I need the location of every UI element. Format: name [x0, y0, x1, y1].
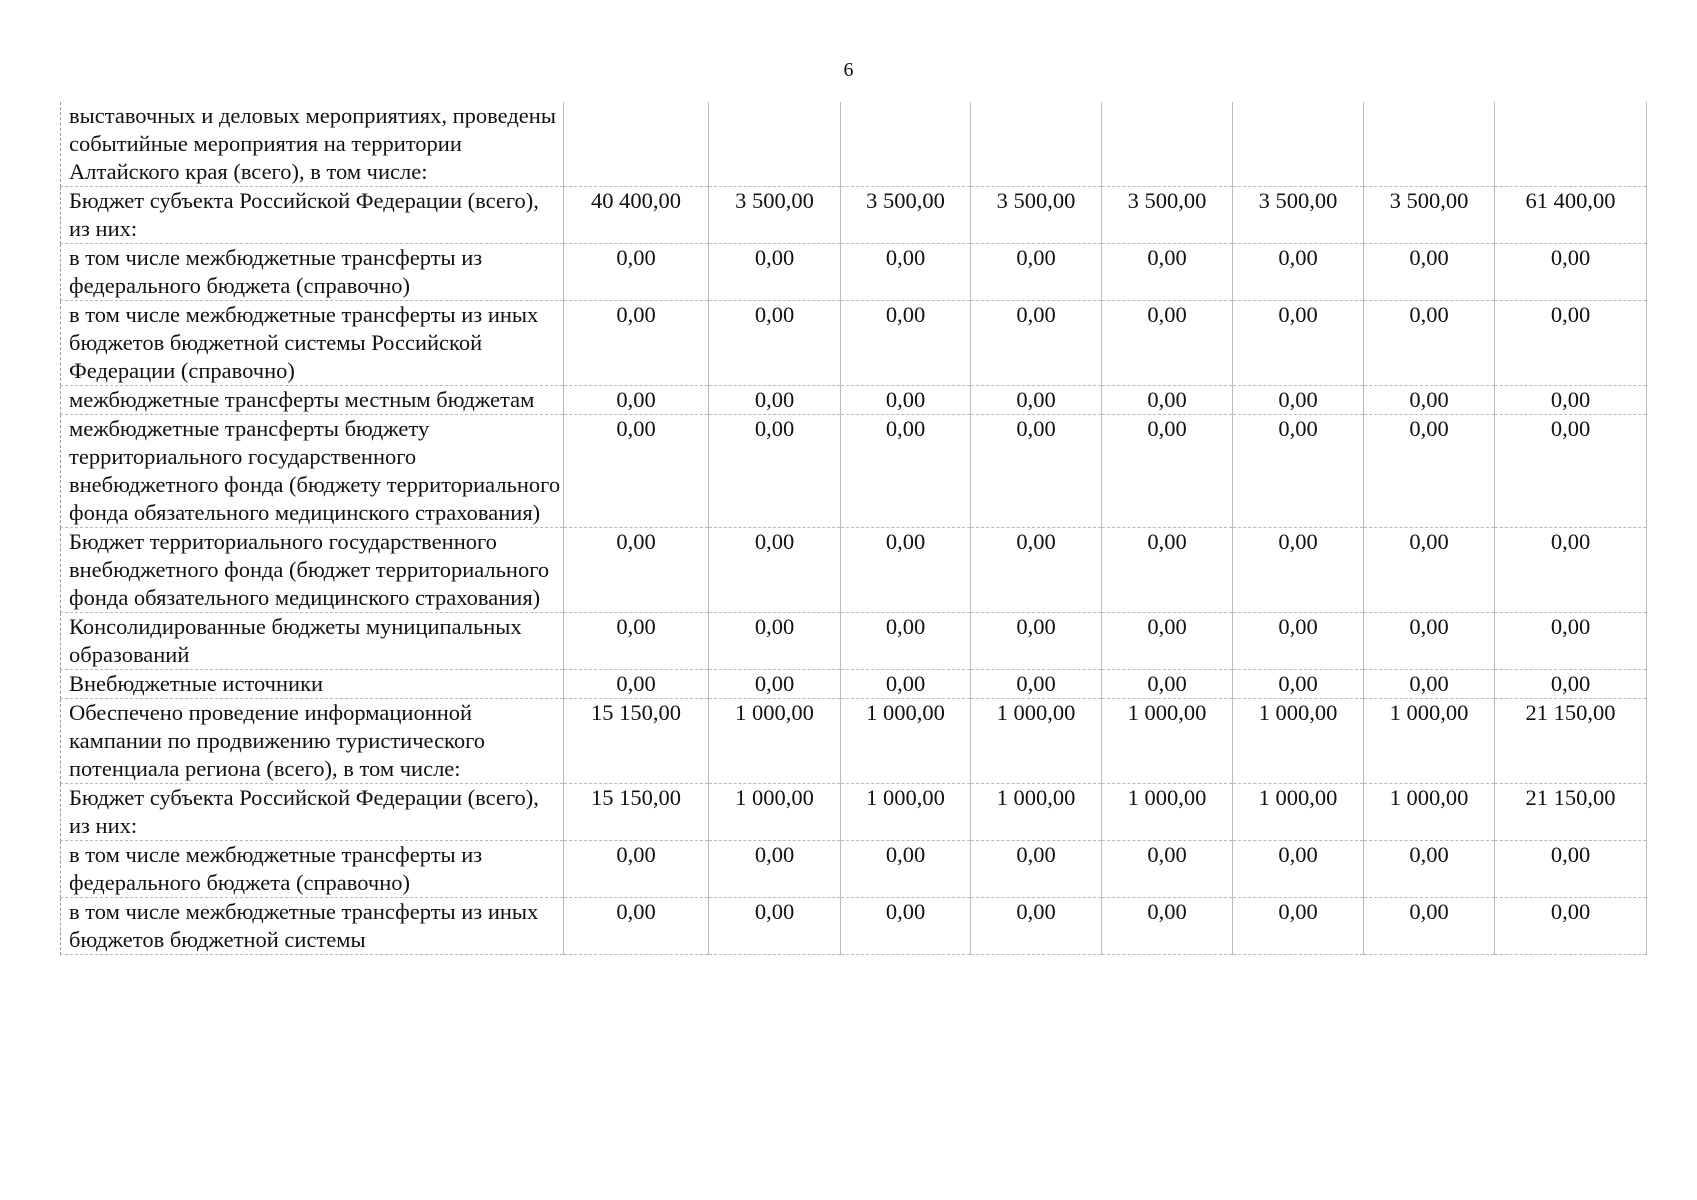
- value-cell: 0,00: [971, 898, 1102, 955]
- value-cell: 0,00: [971, 415, 1102, 528]
- value-cell: 0,00: [1364, 415, 1495, 528]
- value-cell: [1102, 102, 1233, 187]
- row-label: Внебюджетные источники: [61, 670, 564, 699]
- value-cell: 0,00: [564, 301, 709, 386]
- total-cell: 0,00: [1495, 244, 1647, 301]
- value-cell: 0,00: [841, 613, 971, 670]
- total-cell: 0,00: [1495, 670, 1647, 699]
- table-row: [61, 386, 1647, 415]
- value-cell: 0,00: [1233, 301, 1364, 386]
- table-row: [61, 898, 1647, 955]
- value-cell: 0,00: [971, 301, 1102, 386]
- value-cell: 0,00: [564, 415, 709, 528]
- total-cell: 0,00: [1495, 528, 1647, 613]
- value-cell: 0,00: [971, 670, 1102, 699]
- value-cell: 0,00: [1102, 301, 1233, 386]
- total-cell: 21 150,00: [1495, 699, 1647, 784]
- table-row: [61, 415, 1647, 528]
- value-cell: 0,00: [564, 670, 709, 699]
- row-label: выставочных и деловых мероприятиях, проведены событийные мероприятия на территории Алтайского края (всего), в том числе:: [61, 102, 564, 187]
- value-cell: 0,00: [841, 244, 971, 301]
- value-cell: 0,00: [1233, 613, 1364, 670]
- row-label: Консолидированные бюджеты муниципальных образований: [61, 613, 564, 670]
- value-cell: 0,00: [1233, 415, 1364, 528]
- value-cell: 3 500,00: [971, 187, 1102, 244]
- value-cell: 0,00: [971, 528, 1102, 613]
- table-row: [61, 244, 1647, 301]
- value-cell: 0,00: [1102, 244, 1233, 301]
- row-label: Бюджет субъекта Российской Федерации (всего), из них:: [61, 784, 564, 841]
- value-cell: 0,00: [709, 898, 841, 955]
- total-cell: 21 150,00: [1495, 784, 1647, 841]
- value-cell: 0,00: [564, 841, 709, 898]
- value-cell: 1 000,00: [1102, 699, 1233, 784]
- value-cell: 0,00: [841, 415, 971, 528]
- value-cell: 3 500,00: [1233, 187, 1364, 244]
- table-row: [61, 784, 1647, 841]
- value-cell: 0,00: [841, 670, 971, 699]
- value-cell: 0,00: [971, 841, 1102, 898]
- value-cell: 0,00: [709, 244, 841, 301]
- value-cell: 0,00: [1102, 613, 1233, 670]
- value-cell: 0,00: [709, 528, 841, 613]
- row-label: в том числе межбюджетные трансферты из иных бюджетов бюджетной системы: [61, 898, 564, 955]
- total-cell: 0,00: [1495, 415, 1647, 528]
- value-cell: 0,00: [1233, 898, 1364, 955]
- total-cell: 0,00: [1495, 301, 1647, 386]
- total-cell: 0,00: [1495, 898, 1647, 955]
- row-label: Обеспечено проведение информационной кампании по продвижению туристического потенциала региона (всего), в том числе:: [61, 699, 564, 784]
- table-row: [61, 187, 1647, 244]
- value-cell: 0,00: [564, 898, 709, 955]
- value-cell: 0,00: [971, 244, 1102, 301]
- value-cell: 1 000,00: [1364, 784, 1495, 841]
- value-cell: 1 000,00: [1233, 784, 1364, 841]
- row-label: в том числе межбюджетные трансферты из федерального бюджета (справочно): [61, 244, 564, 301]
- value-cell: 0,00: [1364, 301, 1495, 386]
- value-cell: [841, 102, 971, 187]
- value-cell: 0,00: [1102, 898, 1233, 955]
- row-label: межбюджетные трансферты бюджету территориального государственного внебюджетного фонда (бюджету территориального фонда обязательного медицинского страхования): [61, 415, 564, 528]
- value-cell: 0,00: [971, 613, 1102, 670]
- value-cell: 1 000,00: [971, 699, 1102, 784]
- value-cell: 0,00: [564, 386, 709, 415]
- value-cell: 0,00: [1102, 528, 1233, 613]
- value-cell: 0,00: [564, 528, 709, 613]
- value-cell: 15 150,00: [564, 699, 709, 784]
- table-row: [61, 102, 1647, 187]
- value-cell: 0,00: [841, 528, 971, 613]
- value-cell: 0,00: [971, 386, 1102, 415]
- value-cell: 1 000,00: [709, 784, 841, 841]
- table-row: [61, 613, 1647, 670]
- row-label: межбюджетные трансферты местным бюджетам: [61, 386, 564, 415]
- value-cell: 1 000,00: [841, 699, 971, 784]
- total-cell: 0,00: [1495, 613, 1647, 670]
- row-label: Бюджет территориального государственного внебюджетного фонда (бюджет территориального фонда обязательного медицинского страхования): [61, 528, 564, 613]
- row-label: Бюджет субъекта Российской Федерации (всего), из них:: [61, 187, 564, 244]
- value-cell: 0,00: [1364, 244, 1495, 301]
- value-cell: 3 500,00: [1364, 187, 1495, 244]
- value-cell: [1364, 102, 1495, 187]
- value-cell: 0,00: [564, 244, 709, 301]
- value-cell: 0,00: [709, 301, 841, 386]
- value-cell: 3 500,00: [1102, 187, 1233, 244]
- value-cell: 3 500,00: [709, 187, 841, 244]
- value-cell: 0,00: [1233, 841, 1364, 898]
- value-cell: 0,00: [841, 301, 971, 386]
- table-row: [61, 699, 1647, 784]
- value-cell: [709, 102, 841, 187]
- value-cell: 0,00: [1364, 528, 1495, 613]
- budget-table: [60, 102, 1647, 955]
- value-cell: 15 150,00: [564, 784, 709, 841]
- value-cell: 0,00: [709, 670, 841, 699]
- total-cell: 61 400,00: [1495, 187, 1647, 244]
- value-cell: 1 000,00: [709, 699, 841, 784]
- value-cell: 0,00: [1364, 613, 1495, 670]
- value-cell: 0,00: [841, 898, 971, 955]
- value-cell: 0,00: [1102, 415, 1233, 528]
- value-cell: 0,00: [1102, 841, 1233, 898]
- value-cell: 0,00: [709, 613, 841, 670]
- value-cell: 0,00: [709, 415, 841, 528]
- value-cell: [564, 102, 709, 187]
- value-cell: 0,00: [1364, 670, 1495, 699]
- value-cell: 0,00: [1233, 528, 1364, 613]
- total-cell: 0,00: [1495, 386, 1647, 415]
- row-label: в том числе межбюджетные трансферты из федерального бюджета (справочно): [61, 841, 564, 898]
- value-cell: 1 000,00: [971, 784, 1102, 841]
- value-cell: 0,00: [1233, 244, 1364, 301]
- page-number: 6: [843, 59, 854, 81]
- value-cell: 0,00: [841, 386, 971, 415]
- value-cell: 0,00: [1364, 386, 1495, 415]
- value-cell: 0,00: [1233, 386, 1364, 415]
- total-cell: 0,00: [1495, 841, 1647, 898]
- value-cell: 0,00: [1364, 841, 1495, 898]
- table-row: [61, 301, 1647, 386]
- row-label: в том числе межбюджетные трансферты из иных бюджетов бюджетной системы Российской Федерации (справочно): [61, 301, 564, 386]
- value-cell: 1 000,00: [841, 784, 971, 841]
- value-cell: 0,00: [1364, 898, 1495, 955]
- total-cell: [1495, 102, 1647, 187]
- value-cell: [971, 102, 1102, 187]
- value-cell: [1233, 102, 1364, 187]
- value-cell: 40 400,00: [564, 187, 709, 244]
- value-cell: 0,00: [1102, 386, 1233, 415]
- table-row: [61, 528, 1647, 613]
- value-cell: 0,00: [1233, 670, 1364, 699]
- value-cell: 0,00: [564, 613, 709, 670]
- table-row: [61, 841, 1647, 898]
- value-cell: 3 500,00: [841, 187, 971, 244]
- value-cell: 0,00: [709, 386, 841, 415]
- value-cell: 1 000,00: [1102, 784, 1233, 841]
- value-cell: 0,00: [841, 841, 971, 898]
- value-cell: 1 000,00: [1364, 699, 1495, 784]
- value-cell: 0,00: [709, 841, 841, 898]
- value-cell: 0,00: [1102, 670, 1233, 699]
- value-cell: 1 000,00: [1233, 699, 1364, 784]
- table-row: [61, 670, 1647, 699]
